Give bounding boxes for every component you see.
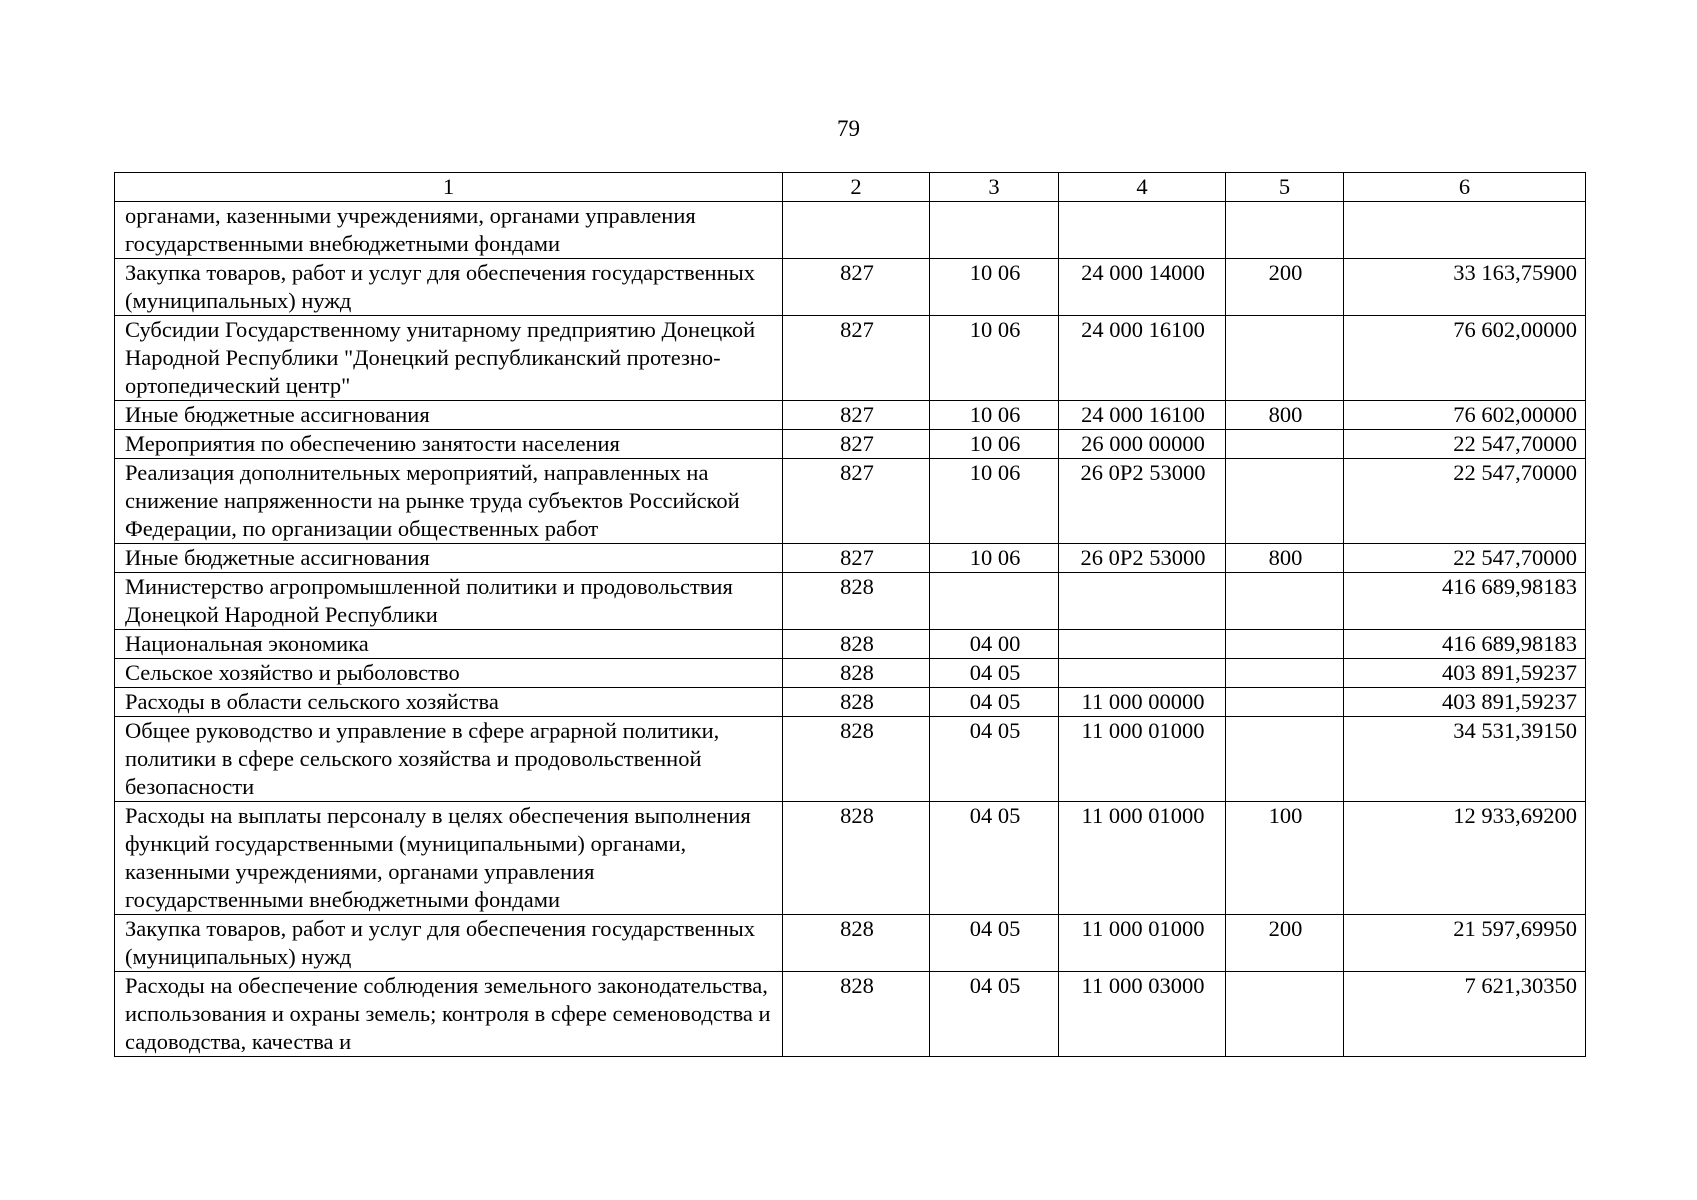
row-section-code-cell: 10 06	[930, 459, 1059, 544]
row-admin-code-cell: 827	[783, 401, 930, 430]
row-admin-code-cell: 827	[783, 544, 930, 573]
row-target-code-cell: 24 000 14000	[1059, 259, 1226, 316]
row-admin-code-cell: 828	[783, 802, 930, 915]
row-target-code-cell	[1059, 202, 1226, 259]
row-admin-code-cell: 828	[783, 688, 930, 717]
row-section-code-cell: 10 06	[930, 401, 1059, 430]
row-section-code-cell: 10 06	[930, 544, 1059, 573]
row-admin-code-cell: 828	[783, 659, 930, 688]
row-section-code-cell	[930, 202, 1059, 259]
row-target-code-cell	[1059, 659, 1226, 688]
row-name-cell: Мероприятия по обеспечению занятости населения	[115, 430, 783, 459]
row-amount-cell: 76 602,00000	[1344, 401, 1586, 430]
row-expense-type-cell	[1226, 316, 1344, 401]
row-expense-type-cell	[1226, 630, 1344, 659]
row-name-cell: Закупка товаров, работ и услуг для обеспечения государственных (муниципальных) нужд	[115, 259, 783, 316]
table-body	[115, 202, 1586, 1057]
budget-table	[114, 172, 1586, 1057]
table-row	[115, 544, 1586, 573]
row-expense-type-cell	[1226, 972, 1344, 1057]
row-amount-cell: 22 547,70000	[1344, 459, 1586, 544]
row-section-code-cell: 04 05	[930, 717, 1059, 802]
row-target-code-cell: 11 000 01000	[1059, 915, 1226, 972]
row-admin-code-cell	[783, 202, 930, 259]
row-name-cell: Общее руководство и управление в сфере аграрной политики, политики в сфере сельского хозяйства и продовольственной безопасности	[115, 717, 783, 802]
row-section-code-cell: 04 05	[930, 915, 1059, 972]
row-amount-cell: 34 531,39150	[1344, 717, 1586, 802]
row-target-code-cell: 11 000 01000	[1059, 717, 1226, 802]
table-row	[115, 717, 1586, 802]
row-admin-code-cell: 827	[783, 459, 930, 544]
row-target-code-cell: 26 0Р2 53000	[1059, 544, 1226, 573]
row-section-code-cell: 04 05	[930, 688, 1059, 717]
table-row	[115, 972, 1586, 1057]
row-target-code-cell: 11 000 01000	[1059, 802, 1226, 915]
row-admin-code-cell: 828	[783, 573, 930, 630]
row-admin-code-cell: 828	[783, 915, 930, 972]
row-name-cell: Субсидии Государственному унитарному предприятию Донецкой Народной Республики "Донецкий республиканский протезно-ортопедический центр"	[115, 316, 783, 401]
row-amount-cell: 403 891,59237	[1344, 659, 1586, 688]
row-amount-cell: 7 621,30350	[1344, 972, 1586, 1057]
row-admin-code-cell: 827	[783, 259, 930, 316]
table-row	[115, 659, 1586, 688]
row-amount-cell: 12 933,69200	[1344, 802, 1586, 915]
row-expense-type-cell: 200	[1226, 915, 1344, 972]
row-amount-cell: 21 597,69950	[1344, 915, 1586, 972]
row-expense-type-cell	[1226, 659, 1344, 688]
row-target-code-cell	[1059, 573, 1226, 630]
row-expense-type-cell	[1226, 573, 1344, 630]
row-expense-type-cell	[1226, 717, 1344, 802]
row-target-code-cell: 26 000 00000	[1059, 430, 1226, 459]
row-admin-code-cell: 827	[783, 316, 930, 401]
row-name-cell: Закупка товаров, работ и услуг для обеспечения государственных (муниципальных) нужд	[115, 915, 783, 972]
row-admin-code-cell: 827	[783, 430, 930, 459]
column-header-5: 5	[1226, 173, 1344, 202]
row-amount-cell: 22 547,70000	[1344, 430, 1586, 459]
row-expense-type-cell	[1226, 688, 1344, 717]
row-expense-type-cell: 200	[1226, 259, 1344, 316]
row-name-cell: органами, казенными учреждениями, органами управления государственными внебюджетными фондами	[115, 202, 783, 259]
row-expense-type-cell	[1226, 459, 1344, 544]
row-section-code-cell: 10 06	[930, 259, 1059, 316]
row-amount-cell: 416 689,98183	[1344, 630, 1586, 659]
row-section-code-cell: 10 06	[930, 316, 1059, 401]
row-name-cell: Реализация дополнительных мероприятий, направленных на снижение напряженности на рынке труда субъектов Российской Федерации, по организации общественных работ	[115, 459, 783, 544]
table-row	[115, 316, 1586, 401]
row-section-code-cell: 04 05	[930, 972, 1059, 1057]
row-target-code-cell: 11 000 00000	[1059, 688, 1226, 717]
row-target-code-cell: 11 000 03000	[1059, 972, 1226, 1057]
row-name-cell: Иные бюджетные ассигнования	[115, 544, 783, 573]
table-header-row	[115, 173, 1586, 202]
row-name-cell: Расходы на обеспечение соблюдения земельного законодательства, использования и охраны земель; контроля в сфере семеноводства и садоводства, качества и	[115, 972, 783, 1057]
row-expense-type-cell: 100	[1226, 802, 1344, 915]
row-expense-type-cell	[1226, 430, 1344, 459]
row-section-code-cell: 04 00	[930, 630, 1059, 659]
row-section-code-cell: 10 06	[930, 430, 1059, 459]
table-row	[115, 401, 1586, 430]
page-number: 79	[837, 116, 860, 141]
column-header-6: 6	[1344, 173, 1586, 202]
row-expense-type-cell: 800	[1226, 544, 1344, 573]
table-row	[115, 202, 1586, 259]
table-row	[115, 430, 1586, 459]
row-target-code-cell: 26 0Р2 53000	[1059, 459, 1226, 544]
row-target-code-cell: 24 000 16100	[1059, 316, 1226, 401]
row-expense-type-cell	[1226, 202, 1344, 259]
row-name-cell: Министерство агропромышленной политики и продовольствия Донецкой Народной Республики	[115, 573, 783, 630]
row-amount-cell: 33 163,75900	[1344, 259, 1586, 316]
row-amount-cell: 403 891,59237	[1344, 688, 1586, 717]
row-admin-code-cell: 828	[783, 630, 930, 659]
table-row	[115, 459, 1586, 544]
row-section-code-cell: 04 05	[930, 659, 1059, 688]
table-row	[115, 573, 1586, 630]
row-admin-code-cell: 828	[783, 972, 930, 1057]
row-amount-cell: 416 689,98183	[1344, 573, 1586, 630]
row-target-code-cell: 24 000 16100	[1059, 401, 1226, 430]
column-header-4: 4	[1059, 173, 1226, 202]
row-name-cell: Расходы в области сельского хозяйства	[115, 688, 783, 717]
table-row	[115, 688, 1586, 717]
row-admin-code-cell: 828	[783, 717, 930, 802]
row-section-code-cell	[930, 573, 1059, 630]
table-row	[115, 630, 1586, 659]
row-name-cell: Расходы на выплаты персоналу в целях обеспечения выполнения функций государственными (муниципальными) органами, казенными учреждениями, органами управления государственными внебюджетными фондами	[115, 802, 783, 915]
row-section-code-cell: 04 05	[930, 802, 1059, 915]
row-amount-cell: 22 547,70000	[1344, 544, 1586, 573]
column-header-2: 2	[783, 173, 930, 202]
table-row	[115, 259, 1586, 316]
row-name-cell: Сельское хозяйство и рыболовство	[115, 659, 783, 688]
column-header-3: 3	[930, 173, 1059, 202]
row-amount-cell	[1344, 202, 1586, 259]
row-name-cell: Иные бюджетные ассигнования	[115, 401, 783, 430]
row-name-cell: Национальная экономика	[115, 630, 783, 659]
row-target-code-cell	[1059, 630, 1226, 659]
table-row	[115, 915, 1586, 972]
column-header-1: 1	[115, 173, 783, 202]
table-row	[115, 802, 1586, 915]
row-expense-type-cell: 800	[1226, 401, 1344, 430]
row-amount-cell: 76 602,00000	[1344, 316, 1586, 401]
